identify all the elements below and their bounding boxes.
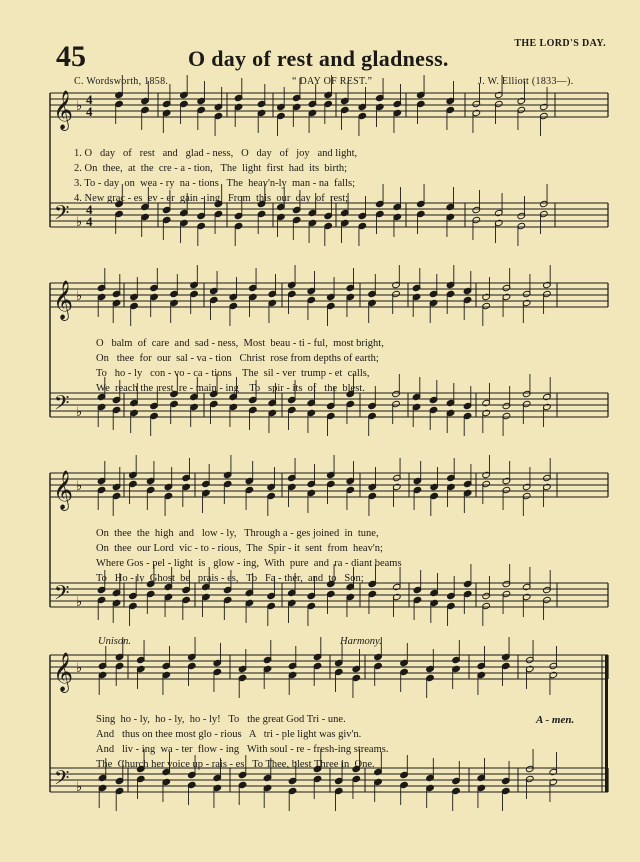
svg-text:𝄞: 𝄞 [53,470,74,510]
credit-tune: “ DAY OF REST.” [292,76,373,87]
amen-text: A - men. [536,714,575,726]
svg-text:♭: ♭ [76,595,83,610]
system-4-lyric-1: Sing ho - ly, ho - ly, ho - ly! To the great God Tri - une. [96,714,346,725]
system-2-lyric-2: On thee for our sal - va - tion Christ rose from depths of earth; [96,353,379,364]
system-3-lyric-2: On thee our Lord vic - to - rious, The Spir - it sent from heav'n; [96,543,383,554]
svg-text:♭: ♭ [76,215,83,230]
svg-text:𝄞: 𝄞 [53,90,74,130]
credit-composer: J. W. Elliott (1833—). [478,76,574,87]
svg-text:𝄢: 𝄢 [54,201,70,229]
system-1-lyric-3: 3. To - day on wea - ry na - tions The heav'n-ly man - na falls; [74,178,355,189]
hymn-category: THE LORD'S DAY. [514,38,606,49]
svg-text:𝄢: 𝄢 [54,766,70,794]
svg-text:𝄞: 𝄞 [53,652,74,692]
system-4-lyric-2: And thus on thee most glo - rious A tri - ple light was giv'n. [96,729,362,740]
hymn-title: O day of rest and gladness. [188,46,449,71]
svg-text:4: 4 [86,214,93,229]
system-3-lyric-4: To Ho - ly Ghost be prais - es, To Fa - ther, and to Son; [96,573,364,584]
svg-text:4: 4 [86,92,93,107]
svg-text:♭: ♭ [76,479,83,494]
svg-text:♭: ♭ [76,289,83,304]
system-3-lyric-1: On thee the high and low - ly, Through a - ges joined in tune, [96,528,379,539]
system-4-lyric-4: The Church her voice up - rais - es To Thee, blest Three in One. [96,759,375,770]
svg-text:𝄞: 𝄞 [53,280,74,320]
system-4-lyric-3: And liv - ing wa - ter flow - ing With soul - re - fresh-ing streams. [96,744,389,755]
system-1-lyric-2: 2. On thee, at the cre - a - tion, The light first had its birth; [74,163,348,174]
system-3-lyric-3: Where Gos - pel - light is glow - ing, With pure and ra - diant beams [96,558,402,569]
unison-marking: Unison. [98,636,131,647]
harmony-marking: Harmony. [340,636,382,647]
system-2-lyric-4: We reach the rest re - main - ing To spir - its of the blest. [96,383,365,394]
system-1-lyric-1: 1. O day of rest and glad - ness, O day of joy and light, [74,148,358,159]
system-1-lyric-4: 4. New grac - es ev - er gain - ing From this our day of rest; [74,193,349,204]
svg-text:♭: ♭ [76,661,83,676]
hymn-number: 45 [56,40,86,73]
system-2-lyric-1: O balm of care and sad - ness, Most beau - ti - ful, most bright, [96,338,384,349]
svg-text:♭: ♭ [76,99,83,114]
credit-author: C. Wordsworth, 1858. [74,76,169,87]
svg-text:♭: ♭ [76,780,83,795]
svg-text:𝄢: 𝄢 [54,391,70,419]
svg-text:4: 4 [86,202,93,217]
svg-text:𝄢: 𝄢 [54,581,70,609]
system-2-lyric-3: To ho - ly con - vo - ca - tions The sil - ver trump - et calls, [96,368,370,379]
svg-text:4: 4 [86,104,93,119]
svg-text:♭: ♭ [76,405,83,420]
